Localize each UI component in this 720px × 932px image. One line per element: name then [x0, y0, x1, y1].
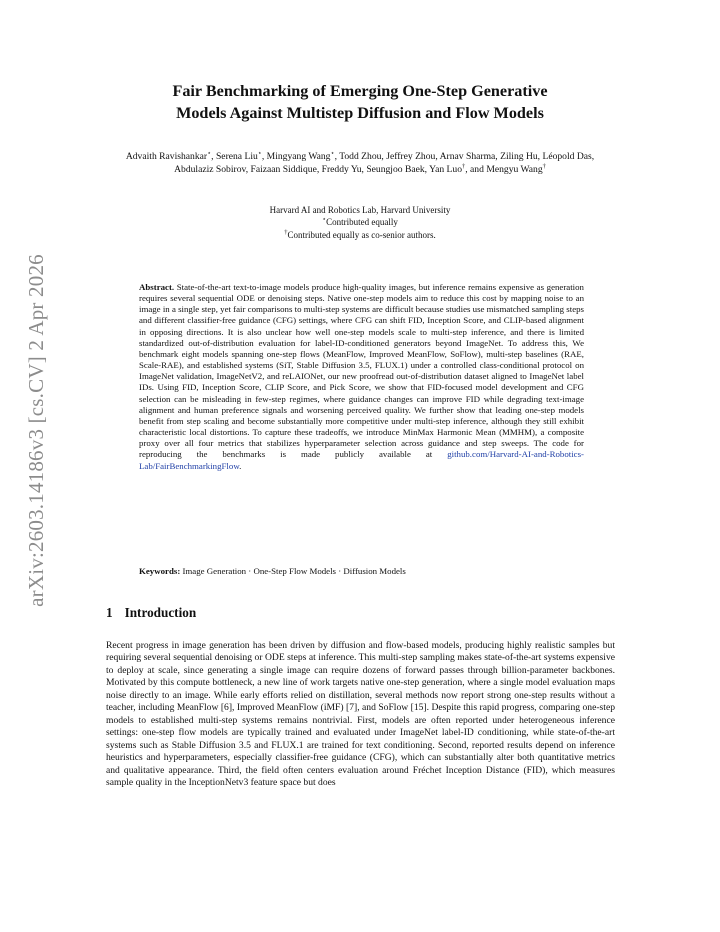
author-separator: , [381, 151, 387, 162]
author-separator: , [435, 151, 440, 162]
institution: Harvard AI and Robotics Lab, Harvard University [269, 205, 451, 215]
author-separator: , [361, 163, 367, 175]
author-name: Jeffrey Zhou [386, 151, 436, 162]
author [322, 164, 367, 175]
author-name: Léopold Das [542, 151, 592, 162]
author [386, 151, 439, 162]
section-heading [106, 605, 196, 621]
author-separator: , [316, 163, 322, 175]
author [440, 151, 500, 162]
author [366, 164, 429, 175]
author-affiliation-mark: ⋆ [207, 150, 212, 157]
keywords-label: Keywords: [139, 566, 181, 576]
author-name: Mengyu Wang [486, 163, 543, 175]
author [429, 164, 486, 175]
abstract-end: . [239, 460, 242, 471]
author [174, 164, 250, 175]
title-line-2: Models Against Multistep Diffusion and Flow Models [176, 104, 544, 122]
author-name: Seungjoo Baek [366, 163, 425, 175]
code-repository-link[interactable]: github.com/Harvard-AI-and-Robotics-Lab/FairBenchmarkingFlow [139, 449, 584, 471]
author-separator: , [334, 151, 340, 162]
author-separator: , [591, 151, 595, 162]
note-text: Contributed equally [326, 217, 398, 228]
keywords [139, 566, 584, 577]
author-affiliation-mark: † [462, 162, 466, 170]
keywords-text: Image Generation · One-Step Flow Models · Diffusion Models [182, 566, 406, 576]
author [486, 164, 546, 175]
arxiv-identifier: arXiv:2603.14186v3 [cs.CV] 2 Apr 2026 [23, 253, 48, 607]
author-separator: , [495, 151, 501, 162]
paper-title [100, 80, 620, 124]
author-name: Ziling Hu [500, 151, 538, 162]
author-separator: , [211, 151, 216, 162]
affiliations [110, 204, 610, 241]
author-name: Advaith Ravishankar [125, 151, 208, 162]
co-senior-note [110, 229, 610, 241]
author-separator: , [245, 163, 251, 175]
author-name: Arnav Sharma [439, 151, 496, 162]
author-name: Yan Luo [429, 163, 462, 175]
author-list [110, 151, 610, 176]
author [250, 164, 321, 175]
title-line-1: Fair Benchmarking of Emerging One-Step Generative [172, 82, 548, 100]
note-mark: ⋆ [322, 216, 327, 224]
author [339, 151, 386, 162]
author [542, 151, 594, 162]
author-name: Mingyang Wang [266, 151, 331, 162]
abstract [139, 282, 584, 472]
author [126, 151, 216, 162]
author-affiliation-mark: ⋆ [330, 150, 335, 157]
author-affiliation-mark: ⋆ [257, 150, 262, 157]
author-affiliation-mark: † [542, 162, 546, 170]
note-text: Contributed equally as co-senior authors. [287, 229, 436, 240]
abstract-label: Abstract. [139, 282, 175, 292]
author-separator: , [261, 151, 267, 162]
abstract-text: State-of-the-art text-to-image models produce high-quality images, but inference remains expensive as generation requires several sequential ODE or denoising steps. Native one-step models aim to reduce this cost by mapping noise to an image in a single step, yet fair comparisons to multi-step systems are difficult because studies use mismatched sampling steps and different classifier-free guidance (CFG) settings, where CFG can shift FID, Inception Score, and CLIP-based alignment in opposing directions. It is also unclear how well one-step models scale to multi-step inference, and there is limited standardized out-of-distribution evaluation for label-ID-conditioned generators beyond ImageNet. To address this, We benchmark eight models spanning one-step flows (MeanFlow, Improved MeanFlow, SoFlow), multi-step baselines (RAE, Scale-RAE), and established systems (SiT, Stable Diffusion 3.5, FLUX.1) under a controlled class-conditional protocol on ImageNet validation, ImageNetV2, and reLAIONet, our new proofread out-of-distribution dataset aligned to ImageNet label IDs. Using FID, Inception Score, CLIP Score, and Pick Score, we show that FID-focused model development and CFG selection can be misleading in few-step regimes, where guidance changes can improve FID while degrading text-image alignment and human preference signals and worsening perceived quality. We further show that leading one-step models benefit from step scaling and become substantially more competitive under multi-step inference, although they still exhibit characteristic local distortions. To capture these tradeoffs, we introduce MinMax Harmonic Mean (MMHM), a composite proxy over all four metrics that stabilizes hyperparameter selection across guidance and step sweeps. The code for reproducing the benchmarks is made publicly available at [139, 282, 584, 460]
introduction-paragraph: Recent progress in image generation has been driven by diffusion and flow-based models, producing highly realistic samples but requiring several sequential denoising or ODE steps at inference. This multi-step sampling makes state-of-the-art systems expensive to deploy at scale, since generating a single image can require dozens of forward passes through billion-parameter backbones. Motivated by this compute bottleneck, a new line of work targets native one-step generation, where a single model evaluation maps noise directly to an image. While early efforts relied on distillation, several methods now report strong one-step results without a teacher, including MeanFlow [6], Improved MeanFlow (iMF) [7], and SoFlow [15]. Despite this rapid progress, comparing one-step models to established multi-step systems remains nontrivial. First, models are often reported under heterogeneous inference settings: one-step flow models are typically trained and evaluated under ImageNet label-ID conditioning, while state-of-the-art systems such as Stable Diffusion 3.5 and FLUX.1 are trained for text conditioning. Second, reported results depend on inference heuristics and hyperparameters, especially classifier-free guidance (CFG), which can substantially alter both quantitative metrics and qualitative appearance. Third, the field often centers evaluation around Fréchet Inception Distance (FID), which measures sample quality in the InceptionNetv3 feature space but does [106, 640, 615, 788]
author-separator: , [424, 163, 430, 175]
section-number: 1 [106, 605, 113, 620]
author-name: Serena Liu [215, 151, 258, 162]
author [216, 151, 267, 162]
section-title: Introduction [124, 605, 197, 620]
author-separator: , [537, 151, 543, 162]
author-name: Abdulaziz Sobirov [174, 163, 246, 175]
author-name: Todd Zhou [339, 151, 382, 162]
arxiv-identifier-stamp [16, 200, 56, 660]
author-separator: , and [465, 163, 487, 175]
equal-contribution-note [110, 216, 610, 228]
note-mark: † [284, 228, 288, 236]
author [267, 151, 340, 162]
author-name: Freddy Yu [321, 163, 362, 175]
author [500, 151, 542, 162]
author-name: Faizaan Siddique [250, 163, 317, 175]
